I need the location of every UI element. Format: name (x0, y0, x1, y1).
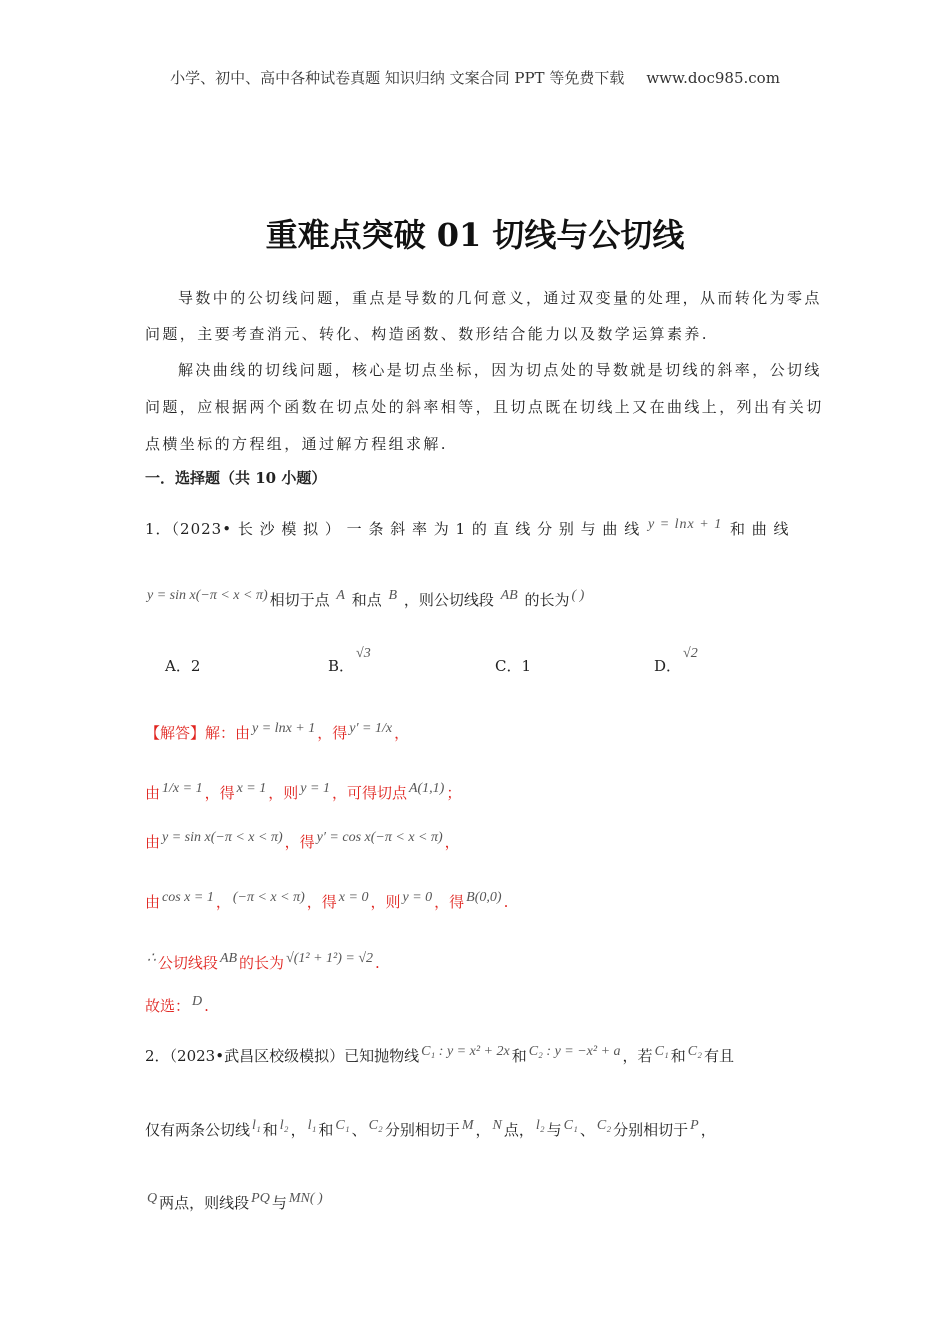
math-formula: C₂ : y = −x² + a (528, 1044, 621, 1059)
text-segment: 和 (262, 1121, 278, 1139)
text-segment: 公切线段 (157, 954, 218, 972)
math-formula: MN( ) (288, 1191, 323, 1206)
math-formula: P (690, 1118, 699, 1133)
header-text: 小学、初中、高中各种试卷真题 知识归纳 文案合同 PPT 等免费下载 (170, 69, 625, 87)
math-formula: D (192, 994, 203, 1009)
text-segment: 和点 (346, 591, 387, 609)
text-line (145, 1120, 716, 1142)
math-formula: A (336, 588, 345, 603)
text-segment: 由 (145, 784, 161, 802)
math-formula: ( ) (571, 588, 585, 603)
math-formula: l₂ (535, 1118, 545, 1133)
math-formula: l₁ (252, 1118, 261, 1133)
text-segment: 和 (511, 1047, 527, 1065)
text-line (145, 1193, 325, 1215)
text-segment: ，得 (434, 893, 465, 911)
text-segment: 相切于点 (269, 591, 335, 609)
intro-line: 问题，应根据两个函数在切点处的斜率相等，且切点既在切线上又在曲线上，列出有关切 (145, 398, 824, 416)
text-segment: ， (700, 1121, 716, 1139)
math-formula: x = 1 (236, 781, 267, 796)
option-math: √3 (356, 646, 371, 661)
math-formula: N (492, 1118, 502, 1133)
text-segment: ， (215, 893, 231, 911)
header-url[interactable]: www.doc985.com (646, 69, 780, 87)
text-segment: 分别相切于 (613, 1121, 689, 1139)
text-segment: ，得 (306, 893, 337, 911)
math-formula: (−π < x < π) (232, 890, 305, 905)
text-line (145, 1046, 734, 1068)
text-line (145, 953, 380, 975)
option-a[interactable] (165, 655, 200, 676)
math-formula: y′ = 1/x (349, 721, 393, 736)
math-formula: AB (500, 588, 518, 603)
text-segment: ，则 (370, 893, 401, 911)
text-line (145, 519, 790, 541)
math-formula: x = 0 (338, 890, 369, 905)
text-line (145, 892, 508, 914)
text-segment: ， (290, 1121, 306, 1139)
text-segment: 两点，则线段 (159, 1194, 250, 1212)
text-segment: 、 (351, 1121, 367, 1139)
text-segment: 点， (503, 1121, 534, 1139)
text-segment: 的长为 (519, 591, 570, 609)
math-formula: y = sin x(−π < x < π) (162, 830, 283, 845)
text-segment: ，若 (622, 1047, 653, 1065)
text-segment: 1．（2023• 长 沙 模 拟 ） 一 条 斜 率 为 1 的 直 线 分 别 与 曲 线 (145, 520, 646, 538)
math-formula: cos x = 1 (162, 890, 214, 905)
option-d[interactable] (654, 646, 700, 676)
option-label: D． (654, 657, 682, 675)
text-segment: ； (446, 784, 462, 802)
option-math: √2 (683, 646, 698, 661)
text-segment: 由 (145, 833, 161, 851)
option-c[interactable] (495, 655, 531, 676)
page-header (0, 68, 950, 88)
text-line (145, 723, 409, 745)
text-segment: ，得 (204, 784, 235, 802)
option-label: C．1 (495, 657, 532, 675)
intro-line: 导数中的公切线问题，重点是导数的几何意义，通过双变量的处理，从而转化为零点 (178, 289, 822, 307)
text-segment: 和 曲 线 (724, 520, 790, 538)
math-formula: y = 0 (402, 890, 433, 905)
text-segment: 有且 (704, 1047, 735, 1065)
intro-line: 问题，主要考查消元、转化、构造函数、数形结合能力以及数学运算素养. (145, 325, 709, 343)
text-segment: 分别相切于 (384, 1121, 460, 1139)
math-formula: B (388, 588, 398, 603)
text-line (145, 996, 209, 1018)
text-segment: 与 (546, 1121, 562, 1139)
math-formula: C₂ (596, 1118, 612, 1133)
text-segment: ，得 (284, 833, 315, 851)
intro-line: 解决曲线的切线问题，核心是切点坐标，因为切点处的导数就是切线的斜率，公切线 (178, 361, 822, 379)
math-formula: l₁ (307, 1118, 317, 1133)
text-segment: . (375, 954, 380, 972)
math-formula: B(0,0) (466, 890, 502, 905)
text-segment: ， (475, 1121, 491, 1139)
text-segment: 仅有两条公切线 (145, 1121, 251, 1139)
math-formula: M (461, 1118, 474, 1133)
text-segment: 【解答】解：由 (145, 724, 251, 742)
text-segment: 故选： (145, 997, 191, 1015)
text-segment: 、 (579, 1121, 595, 1139)
text-segment: 的长为 (239, 954, 285, 972)
math-formula: C₁ (335, 1118, 350, 1133)
math-formula: PQ (251, 1191, 270, 1206)
math-formula: C₁ : y = x² + 2x (421, 1044, 510, 1059)
math-formula: C₂ (368, 1118, 383, 1133)
option-b[interactable] (328, 646, 373, 676)
math-formula: y = 1 (300, 781, 330, 796)
math-formula: ∴ (147, 951, 156, 966)
text-line (145, 590, 586, 612)
math-formula: y = sin x(−π < x < π) (147, 588, 268, 603)
text-segment: ，得 (317, 724, 348, 742)
text-segment: 由 (145, 893, 161, 911)
text-segment: 和 (318, 1121, 334, 1139)
text-segment: 与 (271, 1194, 287, 1212)
math-formula: 1/x = 1 (162, 781, 203, 796)
math-formula: l₂ (279, 1118, 289, 1133)
text-segment: ， (444, 833, 460, 851)
intro-line: 点横坐标的方程组，通过解方程组求解. (145, 435, 448, 453)
option-label: B． (328, 657, 355, 675)
text-segment: ，则 (268, 784, 299, 802)
text-segment: ，则公切线段 (399, 591, 499, 609)
math-formula: Q (147, 1191, 158, 1206)
math-formula: A(1,1) (408, 781, 445, 796)
text-line (145, 783, 461, 805)
option-label: A．2 (165, 657, 201, 675)
text-segment: . (503, 893, 509, 911)
math-formula: C₁ (563, 1118, 578, 1133)
math-formula: y′ = cos x(−π < x < π) (316, 830, 443, 845)
math-formula: y = lnx + 1 (647, 517, 723, 532)
text-segment: ， (394, 724, 410, 742)
text-segment: ，可得切点 (331, 784, 407, 802)
text-segment: 和 (670, 1047, 686, 1065)
text-segment: . (204, 997, 209, 1015)
math-formula: C₂ (687, 1044, 703, 1059)
section-heading: 一．选择题（共 10 小题） (145, 469, 327, 487)
text-segment: 2．（2023•武昌区校级模拟）已知抛物线 (145, 1047, 420, 1065)
math-formula: C₁ (654, 1044, 669, 1059)
page-title: 重难点突破 01 切线与公切线 (265, 216, 685, 254)
text-line (145, 832, 460, 854)
math-formula: y = lnx + 1 (252, 721, 316, 736)
math-formula: √(1² + 1²) = √2 (286, 951, 374, 966)
math-formula: AB (219, 951, 238, 966)
